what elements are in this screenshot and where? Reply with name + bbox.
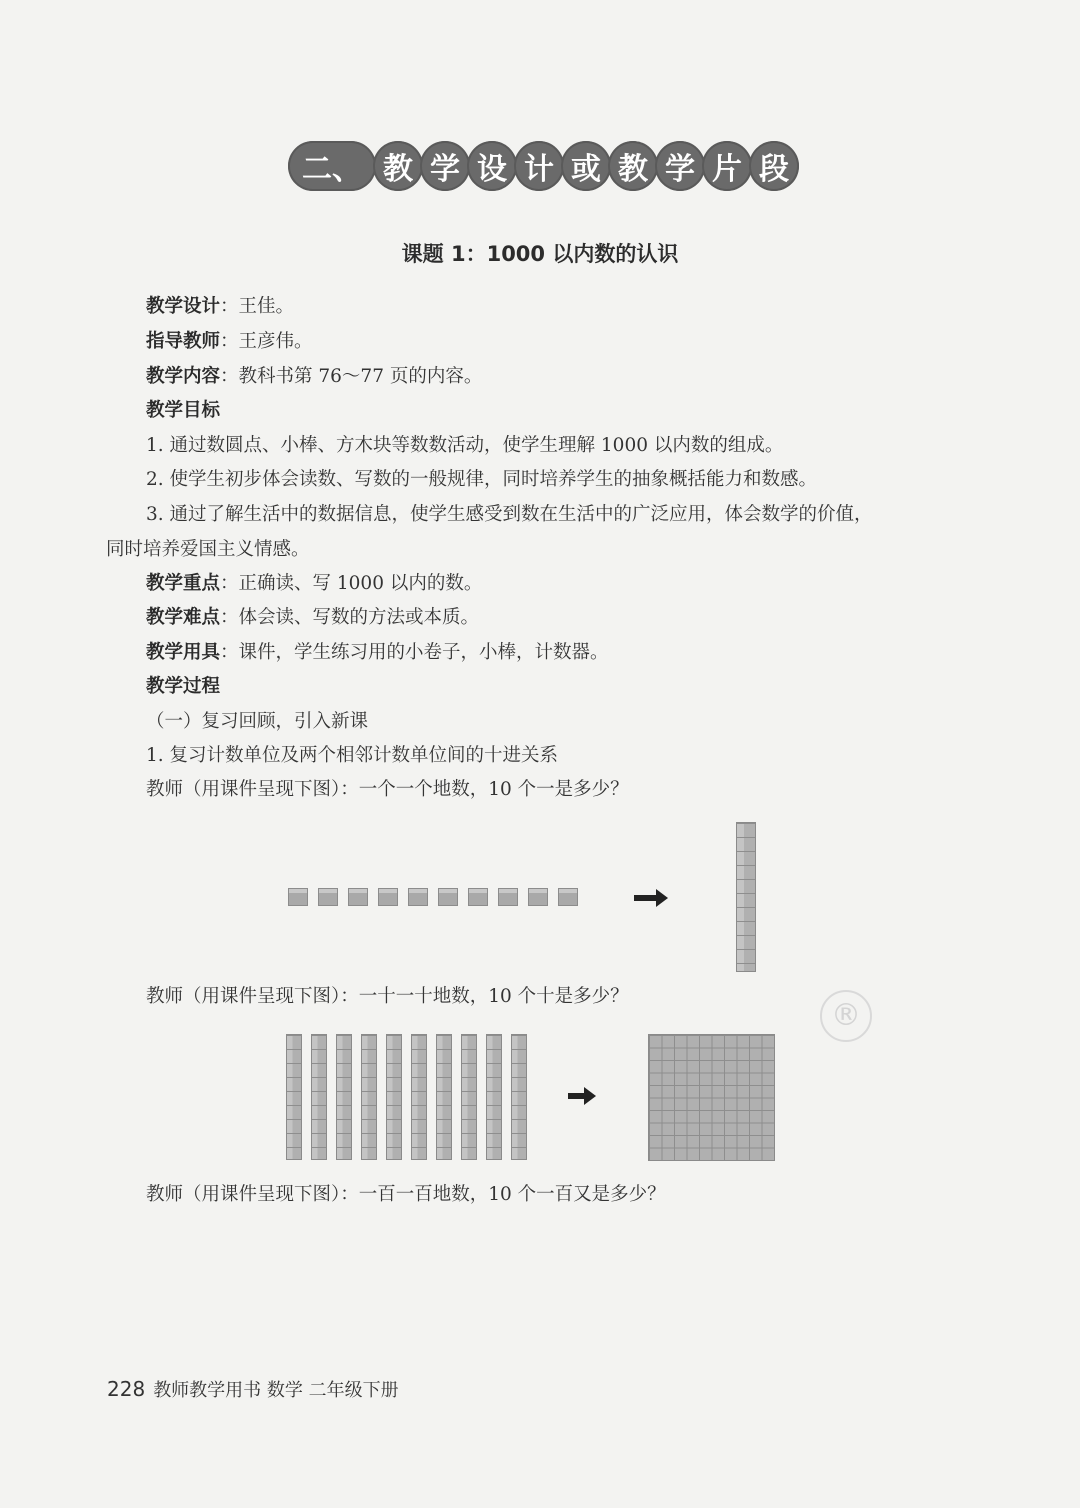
ten-rod [461, 1034, 477, 1160]
lesson-title: 课题 1：1000 以内数的认识 [401, 242, 679, 266]
unit-cube [528, 888, 548, 906]
info-line: 教学设计：王佳。 [146, 296, 295, 317]
unit-cube [558, 888, 578, 906]
arrow-icon [634, 895, 658, 901]
info-line: 教学用具：课件，学生练习用的小卷子，小棒，计数器。 [146, 642, 609, 663]
info-line: 教学难点：体会读、写数的方法或本质。 [146, 607, 480, 628]
header-badge: 设 [467, 141, 517, 191]
ten-rod [361, 1034, 377, 1160]
header-badge: 或 [561, 141, 611, 191]
header-badge: 段 [749, 141, 799, 191]
arrow-icon [568, 1093, 586, 1099]
info-line: 教学内容：教科书第 76～77 页的内容。 [146, 366, 483, 387]
book-title: 教师教学用书 数学 二年级下册 [153, 1380, 399, 1401]
page-number: 228 [107, 1377, 146, 1401]
page-footer [107, 1376, 399, 1402]
header-badge: 学 [655, 141, 705, 191]
ten-rod [486, 1034, 502, 1160]
goal-item: 3. 通过了解生活中的数据信息，使学生感受到数在生活中的广泛应用，体会数学的价值， [146, 504, 873, 525]
unit-cube [348, 888, 368, 906]
unit-cube [498, 888, 518, 906]
ten-rod [286, 1034, 302, 1160]
info-line: 教学重点：正确读、写 1000 以内的数。 [146, 573, 483, 594]
header-badge: 计 [514, 141, 564, 191]
registered-mark-watermark: ® [820, 990, 872, 1042]
process-item: 教师（用课件呈现下图）：一百一百地数，10 个一百又是多少？ [146, 1184, 666, 1205]
goal-item: 2. 使学生初步体会读数、写数的一般规律，同时培养学生的抽象概括能力和数感。 [146, 469, 818, 490]
header-badge: 学 [420, 141, 470, 191]
unit-cube [288, 888, 308, 906]
hundred-flat [648, 1034, 775, 1161]
goals-heading: 教学目标 [146, 400, 221, 421]
goal-item: 1. 通过数圆点、小棒、方木块等数数活动，使学生理解 1000 以内数的组成。 [146, 435, 784, 456]
ten-rod [336, 1034, 352, 1160]
process-heading: 教学过程 [146, 676, 221, 697]
info-line: 指导教师：王彦伟。 [146, 331, 313, 352]
header-badge: 二、 [288, 141, 376, 191]
unit-cube [318, 888, 338, 906]
unit-cube [468, 888, 488, 906]
process-item: 1. 复习计数单位及两个相邻计数单位间的十进关系 [146, 745, 559, 766]
header-badge: 片 [702, 141, 752, 191]
process-item: 教师（用课件呈现下图）：一十一十地数，10 个十是多少？ [146, 986, 629, 1007]
ten-rod [736, 822, 756, 972]
process-item: （一）复习回顾，引入新课 [146, 711, 369, 732]
ten-rod [311, 1034, 327, 1160]
section-header [288, 140, 796, 192]
ten-rod [436, 1034, 452, 1160]
unit-cube [378, 888, 398, 906]
ten-rod [386, 1034, 402, 1160]
process-item: 教师（用课件呈现下图）：一个一个地数，10 个一是多少？ [146, 779, 629, 800]
goal-item: 同时培养爱国主义情感。 [106, 539, 310, 560]
unit-cube [438, 888, 458, 906]
header-badge: 教 [373, 141, 423, 191]
ten-rod [411, 1034, 427, 1160]
header-badge: 教 [608, 141, 658, 191]
unit-cube [408, 888, 428, 906]
ten-rod [511, 1034, 527, 1160]
